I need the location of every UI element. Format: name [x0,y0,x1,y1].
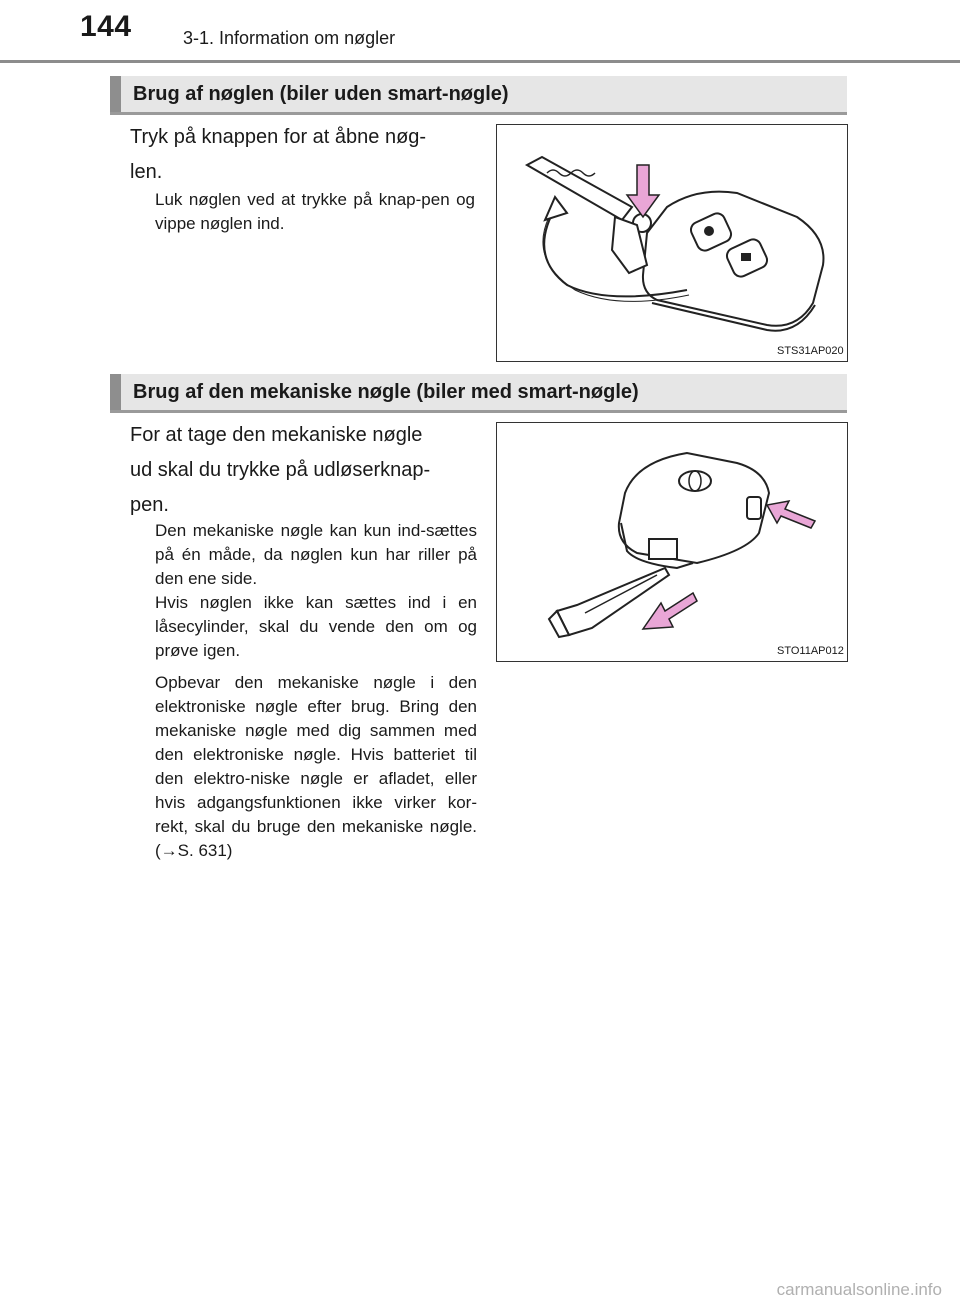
section2-lead [130,418,475,523]
section1-note-text: Luk nøglen ved at trykke på knap-pen og vippe nøglen ind. [155,190,475,233]
smart-key-illustration [497,423,847,661]
figure-smart-key [496,422,848,662]
section-title-1: Brug af nøglen (biler uden smart-nøgle) [133,82,509,105]
section-heading-1 [110,76,847,115]
section2-note2: Opbevar den mekaniske nøgle i den elektroniske nøgle efter brug. Bring den mekaniske nøgle med dig sammen med den elektroniske nøgle. Hvis batteriet til den elektro-niske nøgle er afladet, eller hvis adgangsfunktionen ikke virker kor-rekt, skal du bruge den mekaniske nøgle. [155,673,477,836]
chapter-title: 3-1. Information om nøgler [183,28,396,48]
section2-note-text: Den mekaniske nøgle kan kun ind-sættes på én måde, da nøglen kun har riller på den ene side. [155,521,477,588]
section2-lead-line: For at tage den mekaniske nøgle [130,424,423,446]
section2-note-text [155,671,477,863]
section1-lead-line: Tryk på knappen for at åbne nøg- [130,126,427,148]
section1-note [155,188,475,244]
section1-lead-line: len. [130,161,163,183]
section-marker [110,374,121,410]
figure-code: STS31AP020 [777,345,844,357]
section2-notes [155,519,477,863]
page-reference: (→S. 631) [155,841,233,860]
section2-lead-line: ud skal du trykke på udløserknap- [130,459,431,481]
figure-flip-key [496,124,848,362]
header-divider [0,60,960,63]
section2-note-text: Hvis nøglen ikke kan sættes ind i en låsecylinder, skal du vende den om og prøve igen. [155,593,477,660]
section-marker [110,76,121,112]
section-heading-2 [110,374,847,413]
section1-lead [130,120,475,190]
section2-lead-line: pen. [130,494,169,516]
flip-key-illustration [497,125,847,361]
figure-code: STO11AP012 [777,645,844,657]
section-title-2: Brug af den mekaniske nøgle (biler med smart-nøgle) [133,380,639,403]
watermark: carmanualsonline.info [776,1280,942,1299]
page-number: 144 [80,10,132,43]
